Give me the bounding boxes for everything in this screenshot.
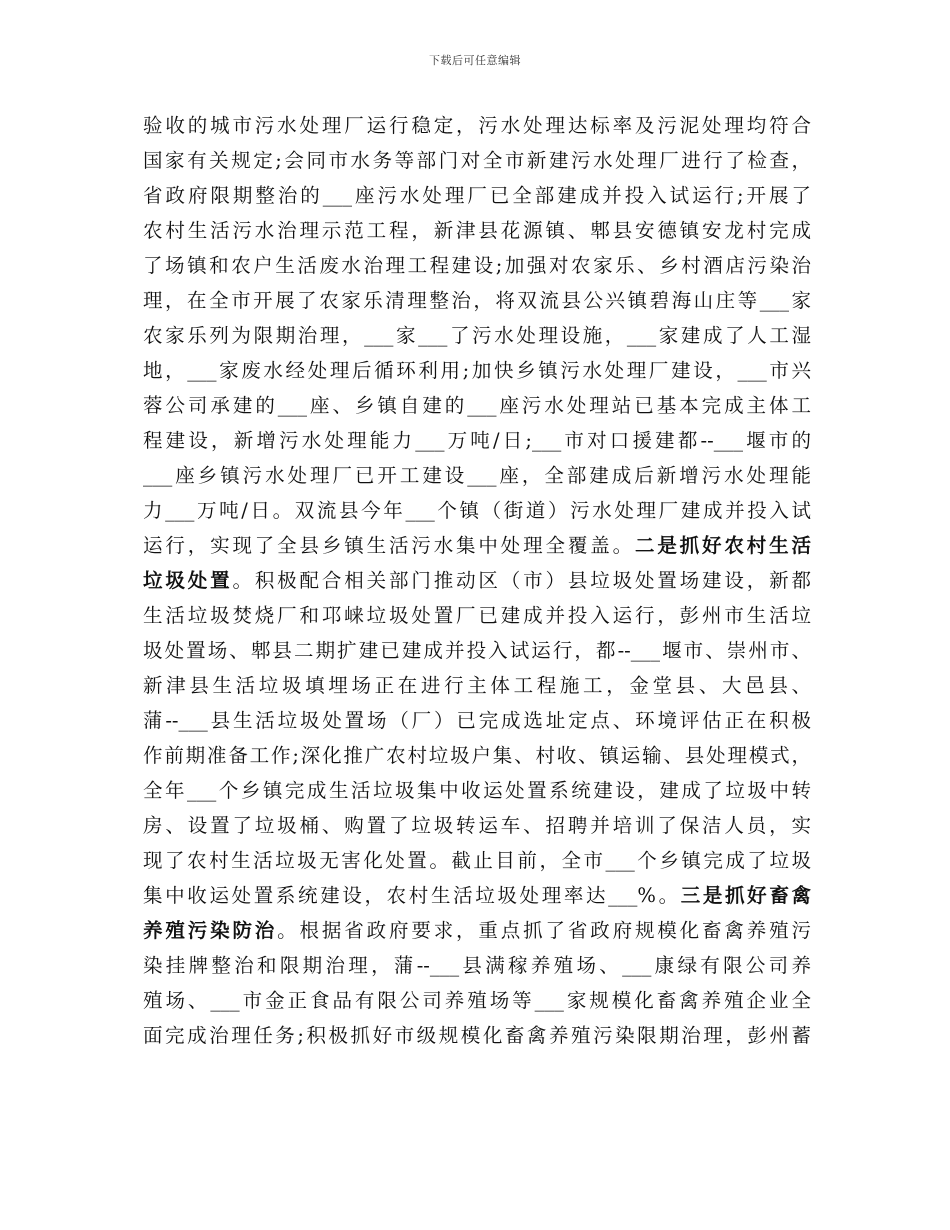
bold-heading-text: 养殖污染防治 bbox=[143, 919, 278, 942]
body-text-segment: 农家乐列为限期治理，___家___了污水处理设施，___家建成了人工湿 bbox=[143, 324, 811, 347]
text-line bbox=[143, 913, 811, 948]
body-text-segment: 。根据省政府要求，重点抓了省政府规模化畜禽养殖污 bbox=[277, 919, 811, 942]
text-line bbox=[143, 808, 811, 843]
text-line bbox=[143, 493, 811, 528]
text-line bbox=[143, 178, 811, 213]
body-text-segment: ___座乡镇污水处理厂已开工建设___座，全部建成后新增污水处理能 bbox=[143, 464, 811, 487]
body-text-segment: 现了农村生活垃圾无害化处置。截止目前，全市___个乡镇完成了垃圾 bbox=[143, 849, 811, 872]
text-line bbox=[143, 843, 811, 878]
body-text-segment: 作前期准备工作;深化推广农村垃圾户集、村收、镇运输、县处理模式， bbox=[143, 744, 811, 767]
body-text-segment: 理，在全市开展了农家乐清理整治，将双流县公兴镇碧海山庄等___家 bbox=[143, 289, 811, 312]
body-text-segment: 生活垃圾焚烧厂和邛崃垃圾处置厂已建成并投入运行，彭州市生活垃 bbox=[143, 604, 811, 627]
text-line bbox=[143, 703, 811, 738]
text-line bbox=[143, 388, 811, 423]
text-line bbox=[143, 248, 811, 283]
text-line bbox=[143, 423, 811, 458]
text-line bbox=[143, 563, 811, 598]
body-text-segment: 面完成治理任务;积极抓好市级规模化畜禽养殖污染限期治理，彭州蓄 bbox=[143, 1024, 811, 1047]
body-text-segment: 力___万吨/日。双流县今年___个镇（街道）污水处理厂建成并投入试 bbox=[143, 499, 811, 522]
body-text-segment: 。积极配合相关部门推动区（市）县垃圾处置场建设，新都 bbox=[232, 569, 811, 592]
text-line bbox=[143, 1018, 811, 1053]
body-text-segment: 运行，实现了全县乡镇生活污水集中处理全覆盖。 bbox=[143, 534, 635, 557]
text-line bbox=[143, 108, 811, 143]
body-text-segment: 验收的城市污水处理厂运行稳定，污水处理达标率及污泥处理均符合 bbox=[143, 114, 811, 137]
body-text-segment: 殖场、___市金正食品有限公司养殖场等___家规模化畜禽养殖企业全 bbox=[143, 989, 811, 1012]
text-line bbox=[143, 633, 811, 668]
text-line bbox=[143, 353, 811, 388]
body-text-segment: 程建设，新增污水处理能力___万吨/日;___市对口援建都--___堰市的 bbox=[143, 429, 811, 452]
text-line bbox=[143, 668, 811, 703]
text-line bbox=[143, 598, 811, 633]
body-text-segment: 染挂牌整治和限期治理，蒲--___县满稼养殖场、___康绿有限公司养 bbox=[143, 954, 811, 977]
text-line bbox=[143, 948, 811, 983]
text-line bbox=[143, 773, 811, 808]
text-line bbox=[143, 528, 811, 563]
body-text-segment: 全年___个乡镇完成生活垃圾集中收运处置系统建设，建成了垃圾中转 bbox=[143, 779, 811, 802]
body-text-segment: 了场镇和农户生活废水治理工程建设;加强对农家乐、乡村酒店污染治 bbox=[143, 254, 811, 277]
text-line bbox=[143, 213, 811, 248]
document-body bbox=[143, 108, 811, 1053]
bold-heading-text: 三是抓好畜禽 bbox=[680, 884, 811, 907]
body-text-segment: 圾处置场、郫县二期扩建已建成并投入试运行，都--___堰市、崇州市、 bbox=[143, 639, 811, 662]
body-text-segment: 新津县生活垃圾填埋场正在进行主体工程施工，金堂县、大邑县、 bbox=[143, 674, 811, 697]
body-text-segment: 国家有关规定;会同市水务等部门对全市新建污水处理厂进行了检查， bbox=[143, 149, 811, 172]
text-line bbox=[143, 738, 811, 773]
body-text-segment: 农村生活污水治理示范工程，新津县花源镇、郫县安德镇安龙村完成 bbox=[143, 219, 811, 242]
text-line bbox=[143, 283, 811, 318]
text-line bbox=[143, 318, 811, 353]
body-text-segment: 省政府限期整治的___座污水处理厂已全部建成并投入试运行;开展了 bbox=[143, 184, 811, 207]
text-line bbox=[143, 143, 811, 178]
body-text-segment: 蓉公司承建的___座、乡镇自建的___座污水处理站已基本完成主体工 bbox=[143, 394, 811, 417]
body-text-segment: 地，___家废水经处理后循环利用;加快乡镇污水处理厂建设，___市兴 bbox=[143, 359, 811, 382]
page-header: 下载后可任意编辑 bbox=[429, 54, 521, 67]
text-line bbox=[143, 983, 811, 1018]
text-line bbox=[143, 878, 811, 913]
bold-heading-text: 二是抓好农村生活 bbox=[634, 534, 811, 557]
body-text-segment: 集中收运处置系统建设，农村生活垃圾处理率达___%。 bbox=[143, 884, 681, 907]
body-text-segment: 房、设置了垃圾桶、购置了垃圾转运车、招聘并培训了保洁人员，实 bbox=[143, 814, 811, 837]
body-text-segment: 蒲--___县生活垃圾处置场（厂）已完成选址定点、环境评估正在积极 bbox=[143, 709, 811, 732]
bold-heading-text: 垃圾处置 bbox=[143, 569, 233, 592]
text-line bbox=[143, 458, 811, 493]
